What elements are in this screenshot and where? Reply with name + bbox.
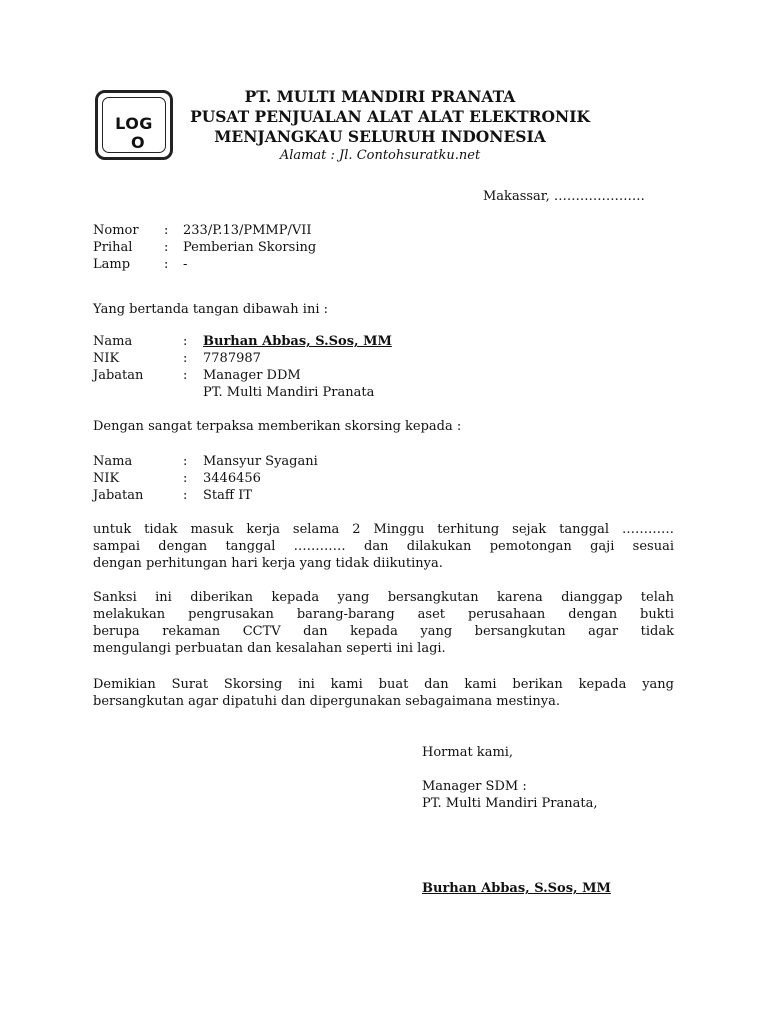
meta-colon: : [164, 257, 169, 272]
field-label: NIK [93, 471, 120, 486]
field-label: Jabatan [93, 488, 144, 503]
paragraph-line: sampai dengan tanggal ………… dan dilakukan pemotongan gaji sesuai [93, 539, 674, 554]
field-label: Nama [93, 334, 133, 349]
field-colon: : [183, 454, 188, 469]
signer-name: Burhan Abbas, S.Sos, MM [203, 334, 392, 349]
signer-nik: 7787987 [203, 351, 261, 366]
closing-paragraph [93, 676, 674, 710]
paragraph-line: untuk tidak masuk kerja selama 2 Minggu terhitung sejak tanggal ………… [93, 522, 674, 537]
field-colon: : [183, 488, 188, 503]
field-colon: : [183, 368, 188, 383]
company-tagline-1: PUSAT PENJUALAN ALAT ALAT ELEKTRONIK [190, 107, 590, 126]
paragraph-line: Sanksi ini diberikan kepada yang bersangkutan karena dianggap telah [93, 590, 674, 605]
signature-name: Burhan Abbas, S.Sos, MM [422, 881, 611, 896]
meta-label: Lamp [93, 257, 131, 272]
closing-company: PT. Multi Mandiri Pranata, [422, 796, 598, 811]
signer-company: PT. Multi Mandiri Pranata [203, 385, 375, 400]
employee-name: Mansyur Syagani [203, 454, 318, 469]
employee-nik: 3446456 [203, 471, 261, 486]
paragraph-line: melakukan pengrusakan barang-barang aset perusahaan dengan bukti [93, 607, 674, 622]
field-label: NIK [93, 351, 120, 366]
field-colon: : [183, 334, 188, 349]
paragraph-line: Demikian Surat Skorsing ini kami buat dan kami berikan kepada yang [93, 677, 674, 692]
field-label: Jabatan [93, 368, 144, 383]
meta-label: Nomor [93, 223, 139, 238]
letter-number: 233/P.13/PMMP/VII [183, 223, 312, 238]
company-tagline-2: MENJANGKAU SELURUH INDONESIA [214, 127, 546, 146]
suspension-paragraph [93, 521, 674, 572]
closing-greeting: Hormat kami, [422, 745, 514, 760]
letter-attachment: - [183, 257, 188, 272]
letter-subject: Pemberian Skorsing [183, 240, 317, 255]
meta-label: Prihal [93, 240, 133, 255]
field-colon: : [183, 471, 188, 486]
statement-text: Dengan sangat terpaksa memberikan skorsing kepada : [93, 419, 462, 434]
field-label: Nama [93, 454, 133, 469]
employee-position: Staff IT [203, 488, 253, 503]
logo-text: LOG [115, 114, 153, 133]
field-colon: : [183, 351, 188, 366]
meta-colon: : [164, 240, 169, 255]
paragraph-line: mengulangi perbuatan dan kesalahan seperti ini lagi. [93, 641, 446, 656]
logo-text-cut: O [131, 133, 145, 152]
company-address: Alamat : Jl. Contohsuratku.net [279, 148, 481, 163]
reason-paragraph [93, 589, 674, 657]
closing-position: Manager SDM : [422, 779, 527, 794]
intro-text: Yang bertanda tangan dibawah ini : [93, 302, 328, 317]
place-date: Makassar, ………………… [483, 189, 645, 204]
paragraph-line: berupa rekaman CCTV dan kepada yang bersangkutan agar tidak [93, 624, 674, 639]
meta-colon: : [164, 223, 169, 238]
paragraph-line: bersangkutan agar dipatuhi dan dipergunakan sebagaimana mestinya. [93, 694, 560, 709]
signer-position: Manager DDM [203, 368, 301, 383]
company-name: PT. MULTI MANDIRI PRANATA [244, 87, 516, 106]
paragraph-line: dengan perhitungan hari kerja yang tidak diikutinya. [93, 556, 443, 571]
